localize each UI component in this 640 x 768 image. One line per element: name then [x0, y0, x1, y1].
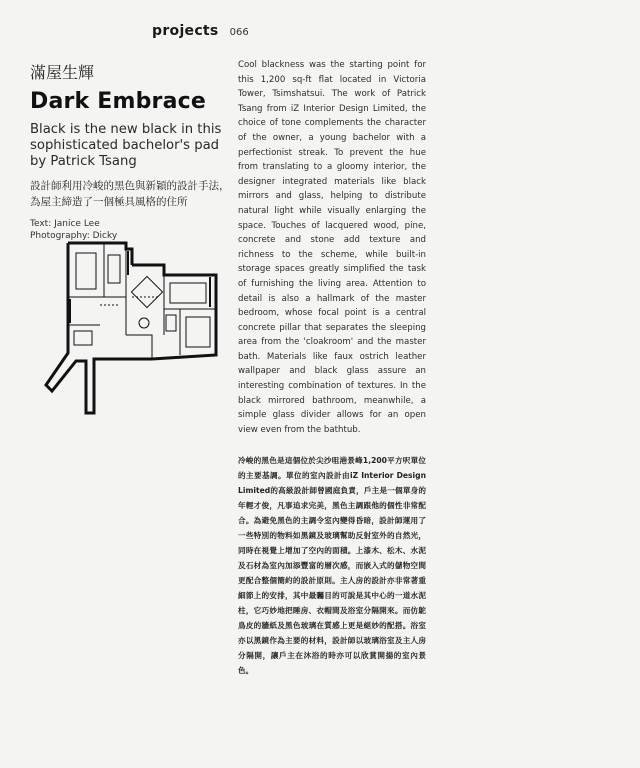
credit-text: Text: Janice Lee [30, 219, 100, 229]
body-english: Cool blackness was the starting point for this 1,200 sq-ft flat located in Victoria Tower, Tsimshatsui. The work of Patrick Tsang from iZ Interior Design Limited, the choice of tone complements the character of the owner, a young bachelor with a perfectionist streak. To prevent the hue from translating to a gloomy interior, the designer integrated materials like black mirrors and glass, helping to distribute natural light while visually enlarging the space. Touches of lacquered wood, pine, concrete and stone add texture and richness to the scheme, while built-in storage spaces greatly simplified the task of furnishing the living area. Attention to detail is also a hallmark of the master bedroom, whose focal point is a central concrete pillar that separates the sleeping area from the 'cloakroom' and the master bath. Materials like faux ostrich leather wallpaper and black glass assure an interesting combination of textures. In the black mirrored bathroom, meanwhile, a simple glass divider allows for an open view even from the bathtub. [238, 60, 426, 435]
title-chinese: 滿屋生輝 [30, 63, 95, 82]
floor-plan-drawing [40, 235, 220, 415]
section-label: projects [152, 23, 219, 39]
page-header [152, 20, 249, 39]
credit-photo: Photography: Dicky [30, 231, 118, 241]
title-english: Dark Embrace [30, 89, 207, 114]
body-chinese: 冷峻的黑色是這個位於尖沙咀港景峰1,200平方呎單位的主要基調。單位的室內設計由iZ Interior Design Limited的高級設計師曾國庭負責，戶主是一個單身的年輕才俊，凡事追求完美，黑色主調跟他的個性非常配合。為避免黑色的主調令室內變得昏暗，設計師運用了一些特別的物料如黑鏡及玻璃幫助反射室外的自然光，同時在視覺上增加了空內的面積。上漆木、松木、水泥及石材為室內加添豐富的層次感，而嵌入式的儲物空間更配合整個簡約的設計原則。主人房的設計亦非常著重細節上的安排，其中最矚目的可說是其中心的一道水泥柱，它巧妙地把睡房、衣帽間及浴室分隔開來。而仿鴕鳥皮的牆紙及黑色玻璃在質感上更是絕妙的配搭。浴室亦以黑鏡作為主要的材料，設計師以玻璃浴室及主人房分隔開，讓戶主在沐浴的時亦可以欣賞開揚的室內景色。 [238, 456, 426, 676]
subtitle-english: Black is the new black in this sophisticated bachelor's pad by Patrick Tsang [30, 122, 222, 169]
subtitle-chinese: 設計師利用冷峻的黑色與新穎的設計手法，為屋主締造了一個極具風格的住所 [30, 180, 230, 208]
article-body [238, 58, 426, 678]
article-intro [30, 60, 230, 242]
page-number: 066 [229, 27, 249, 38]
